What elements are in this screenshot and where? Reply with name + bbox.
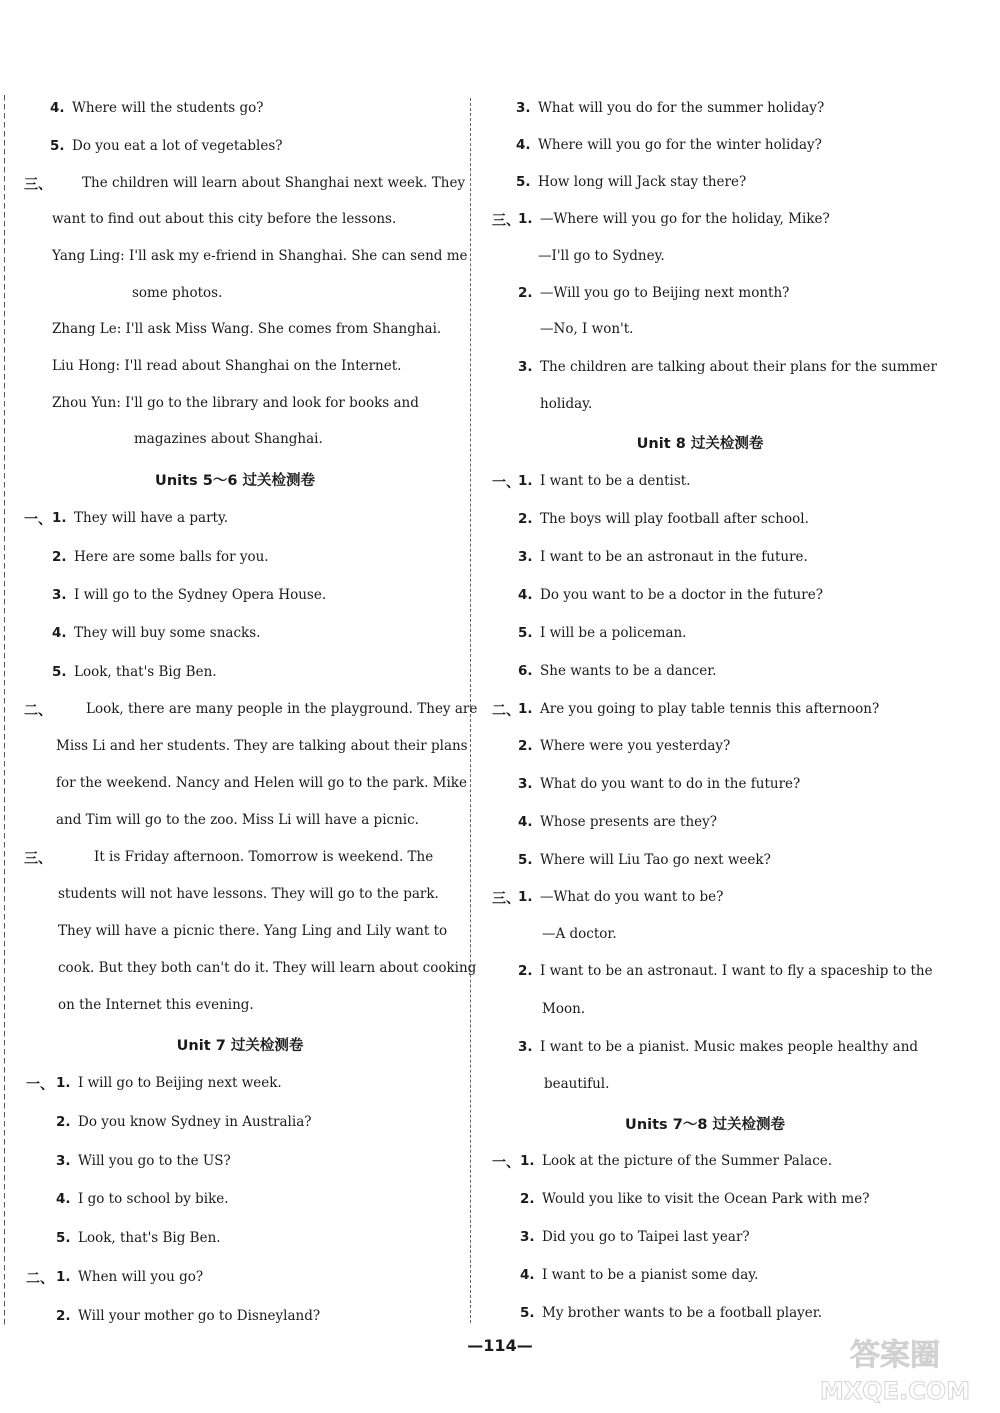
answer-line — [518, 813, 717, 831]
page-number: —114— — [467, 1336, 533, 1355]
paragraph-line: Yang Ling: I'll ask my e-friend in Shanghai. She can send me — [52, 248, 468, 264]
answer-text: Moon. — [542, 1001, 586, 1017]
answer-line — [518, 586, 823, 604]
answer-text: —No, I won't. — [540, 321, 634, 337]
section-marker: 一、 — [492, 1155, 520, 1171]
answer-text: They will buy some snacks. — [74, 625, 261, 641]
answer-text: Do you eat a lot of vegetables? — [72, 138, 283, 154]
section-marker: 一、 — [26, 1077, 54, 1093]
answer-text: Where will the students go? — [72, 100, 264, 116]
section-heading: Unit 8 过关检测卷 — [636, 436, 764, 452]
item-number: 3. — [518, 1039, 533, 1055]
answer-text: Look, that's Big Ben. — [78, 1230, 221, 1246]
paragraph-line: and Tim will go to the zoo. Miss Li will have a picnic. — [56, 812, 419, 828]
answer-text: Look at the picture of the Summer Palace. — [542, 1153, 833, 1169]
answer-text: She wants to be a dancer. — [540, 663, 717, 679]
section-marker: 二、 — [24, 703, 52, 719]
watermark-domain: MXQE.COM — [819, 1377, 971, 1405]
item-number: 2. — [518, 738, 533, 754]
answer-line — [56, 1113, 311, 1131]
paragraph-line: students will not have lessons. They will go to the park. — [58, 886, 439, 902]
answer-text: They will have a party. — [74, 510, 229, 526]
answer-line — [520, 1152, 832, 1170]
answer-text: Look, that's Big Ben. — [74, 664, 217, 680]
answer-line — [56, 1268, 203, 1286]
answer-text: I will go to the Sydney Opera House. — [74, 587, 327, 603]
answer-line — [520, 1304, 822, 1322]
section-marker: 一、 — [492, 475, 520, 491]
answer-text: Are you going to play table tennis this afternoon? — [540, 701, 880, 717]
answer-line — [516, 99, 824, 117]
answer-text: Do you want to be a doctor in the future? — [540, 587, 823, 603]
paragraph-line: Miss Li and her students. They are talking about their plans — [56, 738, 468, 754]
answer-text: Do you know Sydney in Australia? — [78, 1114, 312, 1130]
item-number: 1. — [52, 510, 67, 526]
section-heading: Unit 7 过关检测卷 — [176, 1038, 304, 1054]
answer-line — [56, 1307, 320, 1325]
paragraph-line: cook. But they both can't do it. They will learn about cooking — [58, 960, 477, 976]
answer-text: Where were you yesterday? — [540, 738, 731, 754]
item-number: 5. — [516, 174, 531, 190]
paragraph-line: Liu Hong: I'll read about Shanghai on the Internet. — [52, 358, 402, 374]
item-number: 1. — [518, 473, 533, 489]
paragraph-line: magazines about Shanghai. — [134, 431, 323, 447]
item-number: 3. — [518, 776, 533, 792]
answer-text: holiday. — [540, 396, 593, 412]
paragraph-line: Zhang Le: I'll ask Miss Wang. She comes from Shanghai. — [52, 321, 442, 337]
item-number: 5. — [50, 138, 65, 154]
answer-text: —What do you want to be? — [540, 889, 724, 905]
section-marker: 二、 — [492, 703, 520, 719]
answer-line — [518, 737, 730, 755]
section-marker: 三、 — [24, 177, 52, 193]
answer-text: I go to school by bike. — [78, 1191, 229, 1207]
answer-line — [516, 173, 746, 191]
answer-line — [56, 1229, 221, 1247]
answer-line — [520, 1228, 750, 1246]
answer-line — [52, 509, 228, 527]
item-number: 2. — [56, 1114, 71, 1130]
answer-text: The children are talking about their plans for the summer — [540, 359, 937, 375]
item-number: 1. — [518, 889, 533, 905]
answer-text: What do you want to do in the future? — [540, 776, 801, 792]
answer-text: What will you do for the summer holiday? — [538, 100, 825, 116]
item-number: 1. — [518, 211, 533, 227]
answer-text: Would you like to visit the Ocean Park with me? — [542, 1191, 870, 1207]
item-number: 3. — [52, 587, 67, 603]
answer-line — [56, 1152, 231, 1170]
answer-text: —Where will you go for the holiday, Mike? — [540, 211, 830, 227]
item-number: 5. — [56, 1230, 71, 1246]
paragraph-line: The children will learn about Shanghai next week. They — [82, 175, 466, 191]
item-number: 2. — [52, 549, 67, 565]
answer-text: Where will you go for the winter holiday? — [538, 137, 822, 153]
answer-line — [518, 962, 933, 980]
answer-text: I want to be an astronaut. I want to fly a spaceship to the — [540, 963, 933, 979]
section-heading: Units 5～6 过关检测卷 — [155, 473, 315, 489]
section-marker: 一、 — [24, 512, 52, 528]
answer-text: —A doctor. — [542, 926, 617, 942]
answer-line — [50, 99, 264, 117]
item-number: 1. — [56, 1269, 71, 1285]
paragraph-line: They will have a picnic there. Yang Ling and Lily want to — [58, 923, 448, 939]
section-marker: 二、 — [26, 1271, 54, 1287]
answer-line — [518, 888, 723, 906]
answer-line — [518, 624, 686, 642]
item-number: 3. — [516, 100, 531, 116]
answer-line — [518, 775, 800, 793]
item-number: 1. — [56, 1075, 71, 1091]
answer-line — [52, 548, 269, 566]
answer-text: I want to be an astronaut in the future. — [540, 549, 808, 565]
item-number: 5. — [520, 1305, 535, 1321]
watermark-logo — [800, 1335, 990, 1405]
item-number: 5. — [518, 625, 533, 641]
answer-line — [518, 548, 808, 566]
item-number: 3. — [518, 359, 533, 375]
answer-line — [520, 1190, 869, 1208]
section-marker: 三、 — [492, 891, 520, 907]
answer-line — [52, 586, 326, 604]
section-marker: 三、 — [492, 213, 520, 229]
item-number: 2. — [520, 1191, 535, 1207]
item-number: 4. — [518, 814, 533, 830]
answer-text: My brother wants to be a football player. — [542, 1305, 823, 1321]
answer-text: How long will Jack stay there? — [538, 174, 747, 190]
item-number: 6. — [518, 663, 533, 679]
answer-text: Where will Liu Tao go next week? — [540, 852, 771, 868]
answer-text: I will go to Beijing next week. — [78, 1075, 282, 1091]
item-number: 5. — [52, 664, 67, 680]
paragraph-line: Zhou Yun: I'll go to the library and look for books and — [52, 395, 419, 411]
answer-line — [52, 624, 260, 642]
paragraph-line: Look, there are many people in the playground. They are — [86, 701, 478, 717]
item-number: 3. — [518, 549, 533, 565]
item-number: 4. — [50, 100, 65, 116]
answer-text: Did you go to Taipei last year? — [542, 1229, 750, 1245]
answer-text: I want to be a pianist some day. — [542, 1267, 759, 1283]
answer-line — [516, 136, 822, 154]
answer-line — [518, 1038, 918, 1056]
answer-text: Will your mother go to Disneyland? — [78, 1308, 321, 1324]
item-number: 2. — [518, 963, 533, 979]
item-number: 2. — [56, 1308, 71, 1324]
answer-text: Here are some balls for you. — [74, 549, 269, 565]
section-marker: 三、 — [24, 851, 52, 867]
item-number: 2. — [518, 511, 533, 527]
answer-text: I want to be a pianist. Music makes people healthy and — [540, 1039, 919, 1055]
answer-line — [518, 510, 809, 528]
binding-cut-line — [2, 95, 8, 1325]
item-number: 1. — [520, 1153, 535, 1169]
section-heading: Units 7～8 过关检测卷 — [625, 1117, 785, 1133]
answer-line — [56, 1074, 282, 1092]
answer-line — [52, 663, 217, 681]
answer-text: —Will you go to Beijing next month? — [540, 285, 790, 301]
answer-text: Whose presents are they? — [540, 814, 718, 830]
answer-text: I will be a policeman. — [540, 625, 687, 641]
answer-text: When will you go? — [78, 1269, 204, 1285]
watermark-title: 答案圈 — [850, 1338, 940, 1373]
answer-text: Will you go to the US? — [78, 1153, 231, 1169]
paragraph-line: on the Internet this evening. — [58, 997, 254, 1013]
paragraph-line: want to find out about this city before the lessons. — [52, 211, 397, 227]
item-number: 3. — [520, 1229, 535, 1245]
item-number: 4. — [518, 587, 533, 603]
answer-text: I want to be a dentist. — [540, 473, 691, 489]
item-number: 2. — [518, 285, 533, 301]
answer-line — [518, 210, 830, 228]
item-number: 5. — [518, 852, 533, 868]
item-number: 4. — [516, 137, 531, 153]
paragraph-line: It is Friday afternoon. Tomorrow is weekend. The — [94, 849, 434, 865]
answer-line — [518, 851, 771, 869]
answer-text: The boys will play football after school. — [540, 511, 809, 527]
answer-line — [520, 1266, 758, 1284]
answer-line — [518, 358, 937, 376]
item-number: 4. — [52, 625, 67, 641]
answer-line — [56, 1190, 229, 1208]
paragraph-line: for the weekend. Nancy and Helen will go to the park. Mike — [56, 775, 467, 791]
answer-line — [518, 662, 716, 680]
item-number: 4. — [520, 1267, 535, 1283]
answer-line — [518, 284, 789, 302]
answer-text: beautiful. — [544, 1076, 610, 1092]
answer-text: —I'll go to Sydney. — [538, 248, 665, 264]
answer-line — [518, 472, 690, 490]
answer-line — [518, 700, 879, 718]
item-number: 1. — [518, 701, 533, 717]
item-number: 4. — [56, 1191, 71, 1207]
answer-line — [50, 137, 283, 155]
item-number: 3. — [56, 1153, 71, 1169]
paragraph-line: some photos. — [132, 285, 223, 301]
